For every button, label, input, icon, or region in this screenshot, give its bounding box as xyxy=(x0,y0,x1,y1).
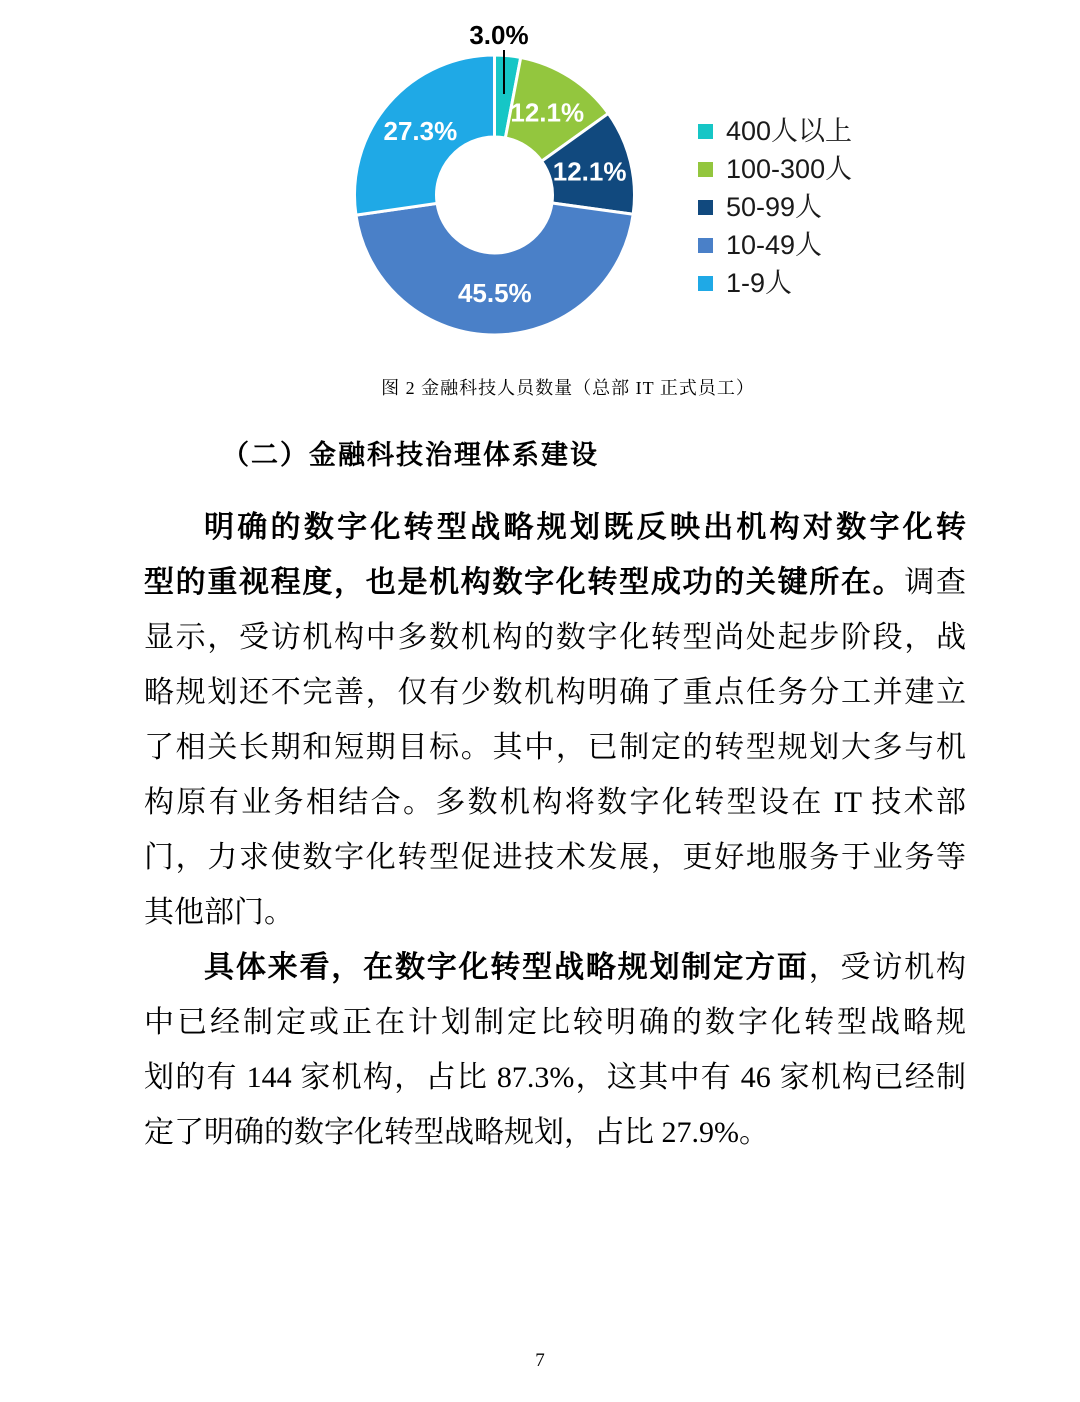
legend-swatch-icon xyxy=(698,124,713,139)
text-run: 定了明确的数字化转型战略规划，占比 27.9%。 xyxy=(144,1116,769,1149)
paragraph-line xyxy=(144,720,966,775)
paragraph-line xyxy=(144,665,966,720)
legend-label: 1-9人 xyxy=(726,268,793,298)
legend-item xyxy=(698,188,852,226)
body-text xyxy=(144,500,966,1160)
text-run: ，受访机构 xyxy=(808,951,967,984)
text-run: 中已经制定或正在计划制定比较明确的数字化转型战略规 xyxy=(144,1006,966,1039)
donut-chart xyxy=(330,10,670,355)
legend-swatch-icon xyxy=(698,276,713,291)
bold-run: 型的重视程度，也是机构数字化转型成功的关键所在。 xyxy=(144,566,905,599)
slice-percent-label: 12.1% xyxy=(510,97,585,128)
paragraph-line xyxy=(144,500,966,555)
text-run: 显示，受访机构中多数机构的数字化转型尚处起步阶段，战 xyxy=(144,621,966,654)
legend-item xyxy=(698,150,852,188)
bold-run: 明确的数字化转型战略规划既反映出机构对数字化转 xyxy=(204,511,966,544)
bold-run: 具体来看，在数字化转型战略规划制定方面 xyxy=(204,951,809,984)
legend-item xyxy=(698,112,852,150)
text-run: 构原有业务相结合。多数机构将数字化转型设在 IT 技术部 xyxy=(144,786,966,819)
legend-label: 100-300人 xyxy=(726,154,853,184)
legend-swatch-icon xyxy=(698,200,713,215)
paragraph-line xyxy=(144,885,966,940)
figure-donut-chart xyxy=(0,0,1080,360)
section-heading: （二）金融科技治理体系建设 xyxy=(222,440,599,470)
legend-swatch-icon xyxy=(698,162,713,177)
slice-percent-label: 27.3% xyxy=(383,115,458,146)
figure-caption: 图 2 金融科技人员数量（总部 IT 正式员工） xyxy=(381,378,755,398)
paragraph-line xyxy=(144,610,966,665)
paragraph-line xyxy=(144,995,966,1050)
paragraph-line xyxy=(144,775,966,830)
legend-label: 50-99人 xyxy=(726,192,823,222)
text-run: 其他部门。 xyxy=(144,896,294,929)
legend-item xyxy=(698,226,852,264)
chart-legend xyxy=(698,112,852,302)
paragraph-line xyxy=(144,1105,966,1160)
slice-percent-label: 45.5% xyxy=(457,277,532,308)
legend-swatch-icon xyxy=(698,238,713,253)
slice-percent-label: 3.0% xyxy=(469,20,529,50)
paragraph-line xyxy=(144,830,966,885)
page-number: 7 xyxy=(535,1350,545,1371)
pie-slice xyxy=(356,203,633,335)
text-run: 略规划还不完善，仅有少数机构明确了重点任务分工并建立 xyxy=(144,676,966,709)
slice-percent-label: 12.1% xyxy=(552,156,627,187)
paragraph-line xyxy=(144,940,966,995)
paragraph-line xyxy=(144,555,966,610)
legend-label: 400人以上 xyxy=(726,116,853,146)
paragraph-line xyxy=(144,1050,966,1105)
text-run: 了相关长期和短期目标。其中，已制定的转型规划大多与机 xyxy=(144,731,966,764)
text-run: 划的有 144 家机构，占比 87.3%，这其中有 46 家机构已经制 xyxy=(144,1061,966,1094)
text-run: 门，力求使数字化转型促进技术发展，更好地服务于业务等 xyxy=(144,841,966,874)
legend-label: 10-49人 xyxy=(726,230,823,260)
text-run: 调查 xyxy=(904,566,967,599)
legend-item xyxy=(698,264,852,302)
